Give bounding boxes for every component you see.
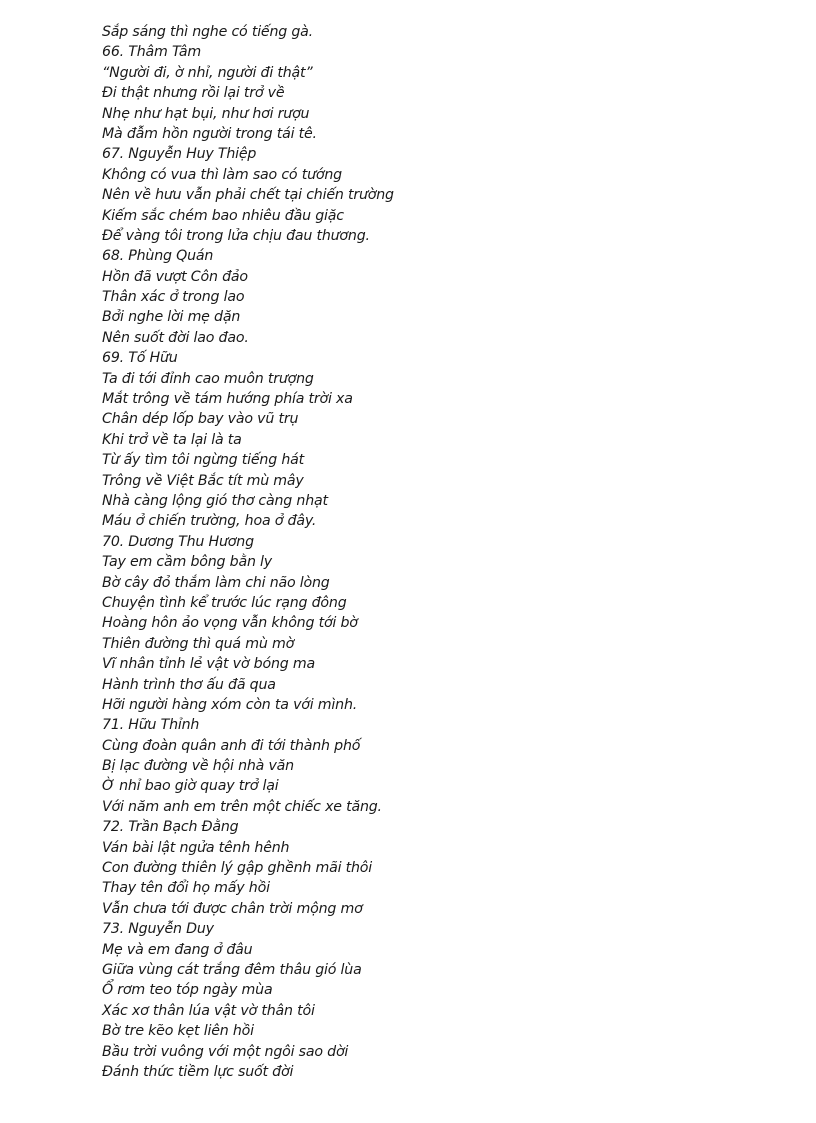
poem-line: Con đường thiên lý gập ghềnh mãi thôi bbox=[102, 860, 373, 877]
poem-line: Vẫn chưa tới được chân trời mộng mơ bbox=[102, 900, 363, 917]
poem-line: Với năm anh em trên một chiếc xe tăng. bbox=[102, 798, 382, 815]
poem-line: Để vàng tôi trong lửa chịu đau thương. bbox=[102, 227, 370, 244]
poem-line: Ổ rơm teo tóp ngày mùa bbox=[102, 982, 273, 999]
poem-line: Vĩ nhân tỉnh lẻ vật vờ bóng ma bbox=[102, 656, 315, 673]
poem-line: 71. Hữu Thỉnh bbox=[102, 717, 200, 734]
poem-line: Hoàng hôn ảo vọng vẫn không tới bờ bbox=[102, 615, 358, 632]
poem-line: 66. Thâm Tâm bbox=[102, 44, 202, 61]
poem-line: Bị lạc đường về hội nhà văn bbox=[102, 758, 294, 775]
poem-line: Chuyện tình kể trước lúc rạng đông bbox=[102, 594, 347, 611]
poem-line: Đánh thức tiềm lực suốt đời bbox=[102, 1063, 294, 1080]
poem-line: 73. Nguyễn Duy bbox=[102, 921, 214, 938]
poem-line: Nhẹ như hạt bụi, như hơi rượu bbox=[102, 105, 310, 122]
poem-line: Nhà càng lộng gió thơ càng nhạt bbox=[102, 492, 328, 509]
poem-line: Xác xơ thân lúa vật vờ thân tôi bbox=[102, 1002, 315, 1019]
poem-line: Hỡi người hàng xóm còn ta với mình. bbox=[102, 696, 358, 713]
poem-line: Bầu trời vuông với một ngôi sao dời bbox=[102, 1043, 349, 1060]
poem-line: Không có vua thì làm sao có tướng bbox=[102, 166, 342, 183]
poem-line: Kiếm sắc chém bao nhiêu đầu giặc bbox=[102, 207, 344, 224]
poem-line: Thiên đường thì quá mù mờ bbox=[102, 635, 295, 652]
poem-line: Chân dép lốp bay vào vũ trụ bbox=[102, 411, 299, 428]
poem-line: Hồn đã vượt Côn đảo bbox=[102, 268, 248, 285]
poem-line: Ta đi tới đỉnh cao muôn trượng bbox=[102, 370, 314, 387]
poem-line: Tay em cầm bông bằn ly bbox=[102, 554, 272, 571]
poem-line: 72. Trần Bạch Đằng bbox=[102, 819, 239, 836]
poem-line: Ờ nhỉ bao giờ quay trở lại bbox=[102, 778, 279, 795]
poem-line: Giữa vùng cát trắng đêm thâu gió lùa bbox=[102, 961, 362, 978]
poem-line: Mẹ và em đang ở đâu bbox=[102, 941, 253, 958]
poem-line: Bởi nghe lời mẹ dặn bbox=[102, 309, 241, 326]
poem-line: Sắp sáng thì nghe có tiếng gà. bbox=[102, 24, 313, 40]
poem-line: Bờ tre kẽo kẹt liên hồi bbox=[102, 1023, 254, 1040]
poem-line: 70. Dương Thu Hương bbox=[102, 533, 254, 550]
poem-line: Máu ở chiến trường, hoa ở đây. bbox=[102, 513, 317, 530]
poem-text-block bbox=[102, 22, 782, 1082]
poem-line: “Người đi, ờ nhỉ, người đi thật” bbox=[102, 64, 313, 81]
poem-line: Nên suốt đời lao đao. bbox=[102, 329, 249, 346]
poem-line: Mà đẫm hồn người trong tái tê. bbox=[102, 125, 317, 142]
poem-line: Cùng đoàn quân anh đi tới thành phố bbox=[102, 737, 361, 754]
poem-line: Nên về hưu vẫn phải chết tại chiến trường bbox=[102, 187, 394, 204]
poem-line: Hành trình thơ ấu đã qua bbox=[102, 676, 276, 693]
poem-line: 69. Tố Hữu bbox=[102, 350, 178, 367]
poem-line: Thân xác ở trong lao bbox=[102, 289, 245, 306]
poem-line: Đi thật nhưng rồi lại trở về bbox=[102, 85, 285, 102]
poem-line: Từ ấy tìm tôi ngừng tiếng hát bbox=[102, 452, 304, 469]
poem-line: Mắt trông về tám hướng phía trời xa bbox=[102, 391, 353, 408]
poem-line: 67. Nguyễn Huy Thiệp bbox=[102, 146, 257, 163]
poem-line: Bờ cây đỏ thắm làm chi não lòng bbox=[102, 574, 330, 591]
poem-line: Thay tên đổi họ mấy hồi bbox=[102, 880, 270, 897]
poem-line: Ván bài lật ngửa tênh hênh bbox=[102, 839, 290, 856]
poem-line: Khi trở về ta lại là ta bbox=[102, 431, 242, 448]
poem-line: Trông về Việt Bắc tít mù mây bbox=[102, 472, 304, 489]
poem-line: 68. Phùng Quán bbox=[102, 248, 214, 265]
